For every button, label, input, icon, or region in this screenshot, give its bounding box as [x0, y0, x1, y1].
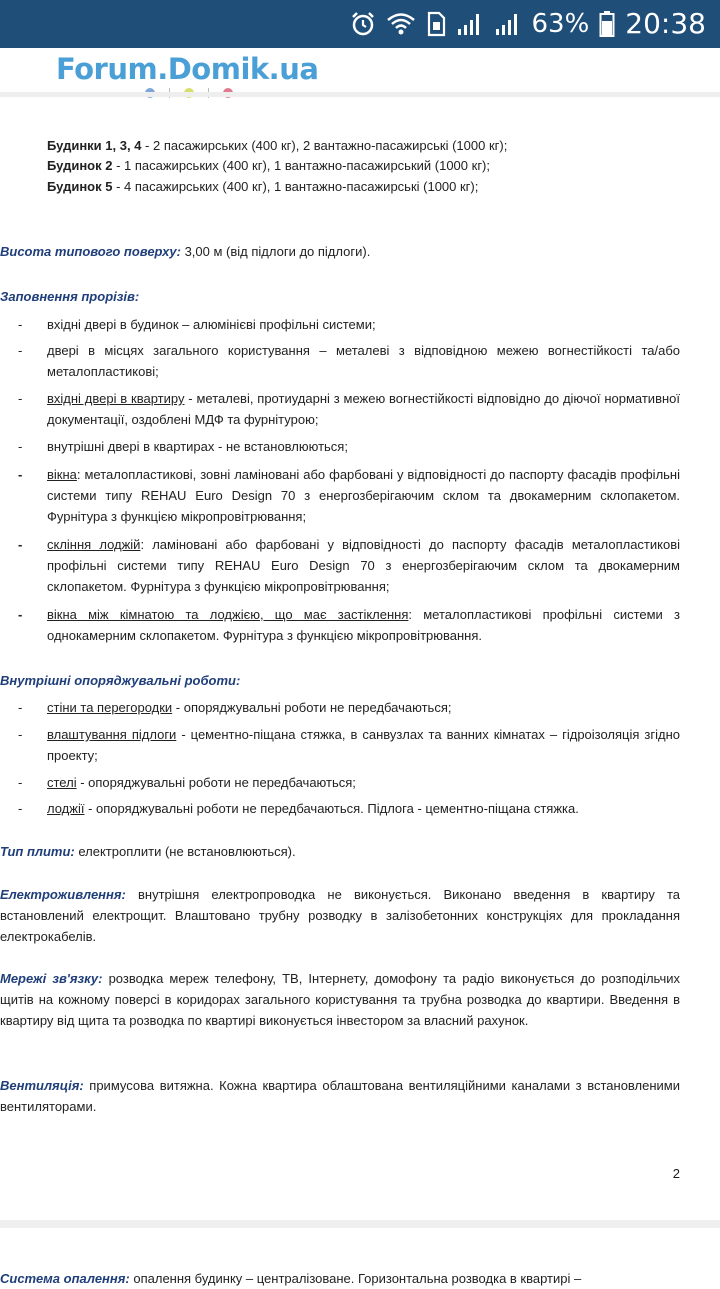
site-logo[interactable]: Forum.Domik.ua [56, 52, 319, 86]
sim-card-icon [426, 11, 446, 37]
alarm-icon [350, 11, 376, 37]
signal-icon-1 [456, 11, 484, 37]
page-number: 2 [672, 1166, 680, 1181]
lift-line-1: Будинки 1, 3, 4 - 2 пасажирських (400 кг), 2 вантажно-пасажирські (1000 кг); [47, 138, 508, 153]
page-break [0, 1220, 720, 1228]
wifi-icon [386, 11, 416, 37]
floor-height: Висота типового поверху: 3,00 м (від підлоги до підлоги). [0, 244, 371, 259]
lift-line-3: Будинок 5 - 4 пасажирських (400 кг), 1 вантажно-пасажирські (1000 кг); [47, 179, 479, 194]
stove-type: Тип плити: електроплити (не встановлюються). [0, 844, 296, 859]
power-supply: Електроживлення: внутрішня електропроводка не виконується. Виконано введення в квартиру та встановлений електрощит. Влаштовано трубну розводку в залізобетонних конструкціях для прокладання електрокабелів. [0, 887, 680, 944]
site-header [0, 48, 720, 98]
status-icons [350, 6, 707, 42]
clock: 20:38 [625, 7, 706, 40]
lift-line-2: Будинок 2 - 1 пасажирських (400 кг), 1 вантажно-пасажирський (1000 кг); [47, 158, 490, 173]
header-divider [0, 92, 720, 97]
battery-percent: 63% [531, 9, 590, 39]
battery-icon [599, 10, 615, 38]
status-bar [0, 0, 720, 48]
interior-heading: Внутрішні опоряджувальні роботи: [0, 673, 241, 688]
ventilation: Вентиляція: примусова витяжна. Кожна квартира облаштована вентиляційними каналами з встановленими вентиляторами. [0, 1078, 680, 1114]
heating: Система опалення: опалення будинку – централізоване. Горизонтальна розводка в квартирі – [0, 1271, 582, 1286]
signal-icon-2 [494, 11, 522, 37]
openings-heading: Заповнення прорізів: [0, 289, 140, 304]
communications: Мережі зв'язку: розводка мереж телефону, ТВ, Інтернету, домофону та радіо виконується до розподільчих щитів на кожному поверсі в коридорах загального користування та трубна розводка до квартири. Введення в квартиру від щита та розводка по квартирі виконується інвестором за власний рахунок. [0, 971, 680, 1028]
